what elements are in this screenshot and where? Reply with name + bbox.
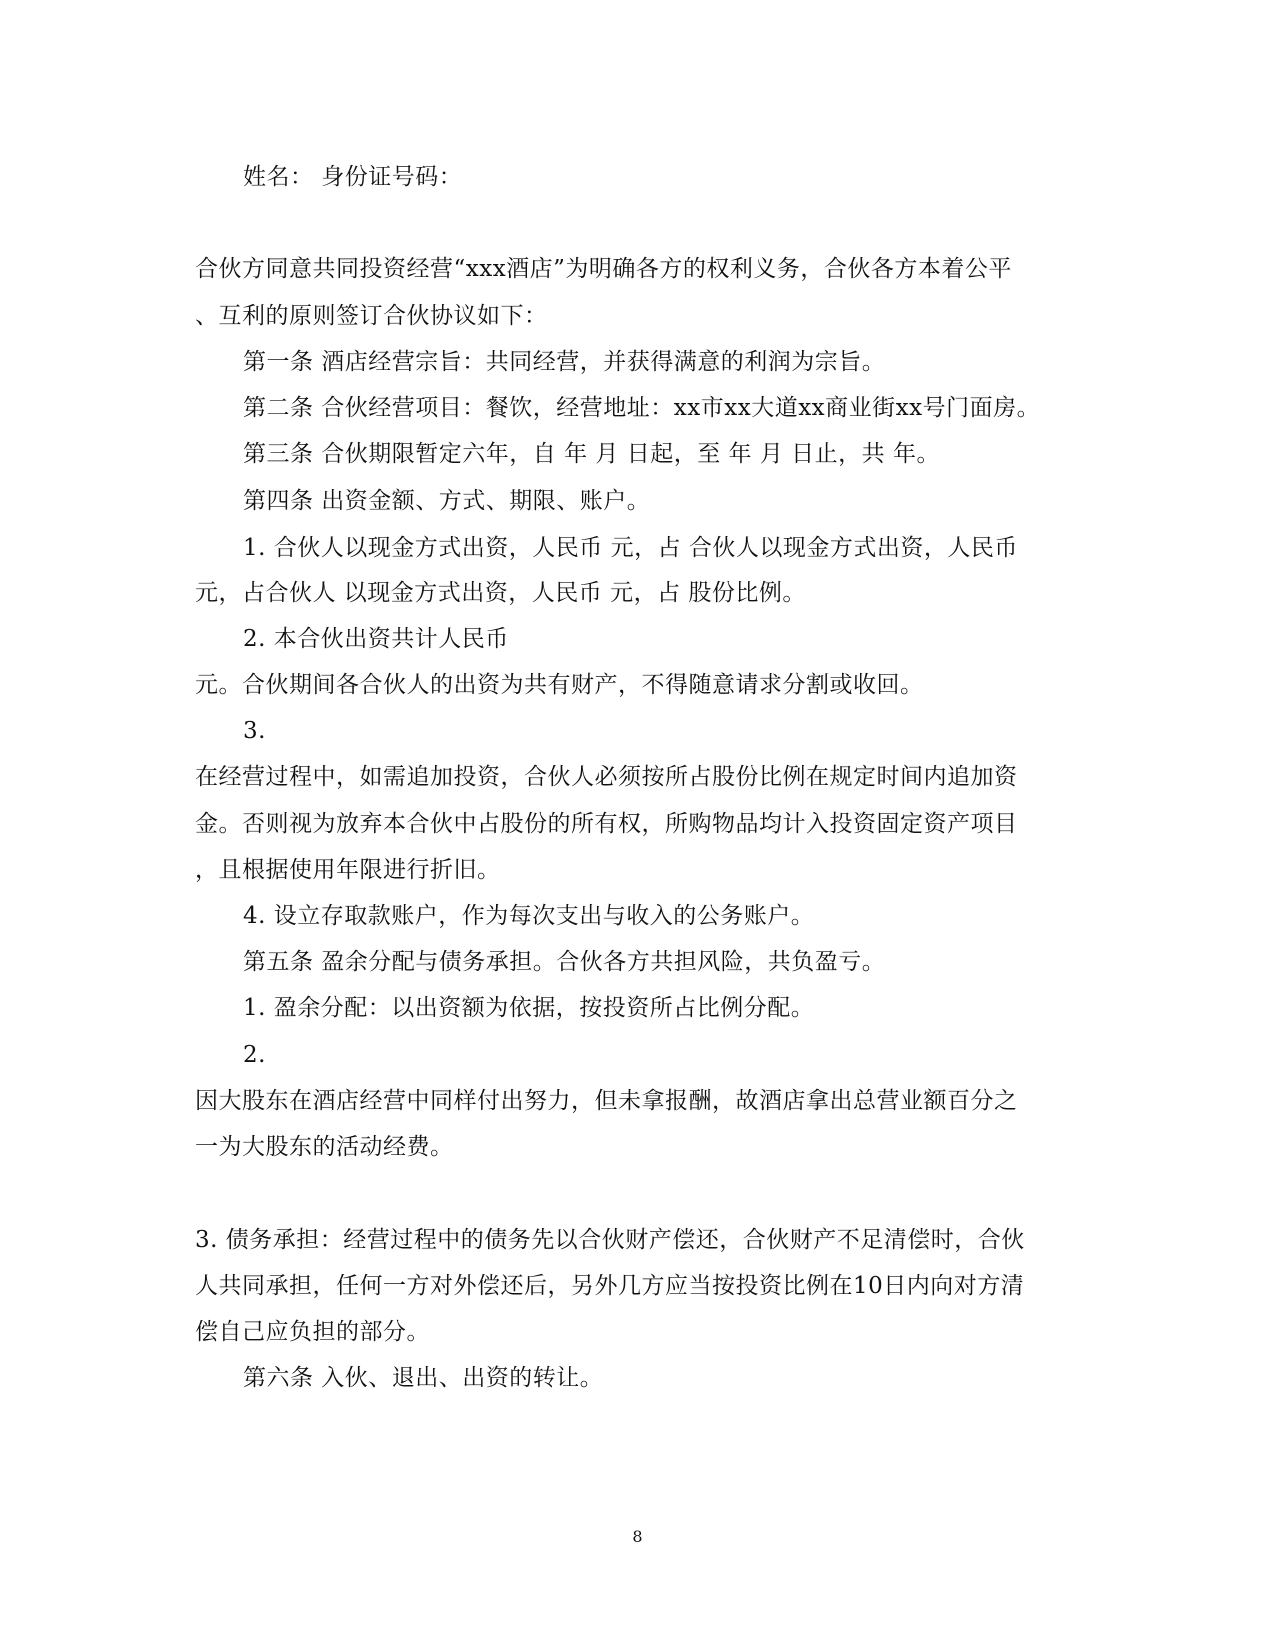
text-line: 第一条 酒店经营宗旨：共同经营，并获得满意的利润为宗旨。	[243, 349, 886, 375]
text-line: 合伙方同意共同投资经营“xxx酒店”为明确各方的权利义务，合伙各方本着公平	[195, 256, 1012, 282]
text-line: 、互利的原则签订合伙协议如下：	[195, 303, 548, 329]
text-line: 因大股东在酒店经营中同样付出努力，但未拿报酬，故酒店拿出总营业额百分之	[195, 1088, 1018, 1114]
text-line: 第六条 入伙、退出、出资的转让。	[243, 1365, 604, 1391]
text-line: 第五条 盈余分配与债务承担。合伙各方共担风险，共负盈亏。	[243, 949, 886, 975]
text-line: 1. 合伙人以现金方式出资，人民币 元，占 合伙人以现金方式出资，人民币	[243, 535, 1018, 561]
text-line: ，且根据使用年限进行折旧。	[195, 857, 501, 883]
text-line: 偿自己应负担的部分。	[195, 1319, 430, 1345]
text-line: 一为大股东的活动经费。	[195, 1134, 454, 1160]
text-line: 第二条 合伙经营项目：餐饮，经营地址：xx市xx大道xx商业街xx号门面房。	[243, 395, 1041, 421]
text-line: 2. 本合伙出资共计人民币	[243, 626, 509, 652]
text-line: 金。否则视为放弃本合伙中占股份的所有权，所购物品均计入投资固定资产项目	[195, 811, 1018, 837]
text-line: 1. 盈余分配：以出资额为依据，按投资所占比例分配。	[243, 995, 815, 1021]
text-line: 3.	[243, 718, 266, 744]
text-line: 4. 设立存取款账户，作为每次支出与收入的公务账户。	[243, 903, 815, 929]
text-line: 元。合伙期间各合伙人的出资为共有财产，不得随意请求分割或收回。	[195, 672, 924, 698]
text-line: 第三条 合伙期限暂定六年，自 年 月 日起，至 年 月 日止，共 年。	[243, 441, 940, 467]
text-line: 3. 债务承担：经营过程中的债务先以合伙财产偿还，合伙财产不足清偿时，合伙	[195, 1227, 1025, 1253]
text-line: 姓名： 身份证号码：	[243, 164, 463, 190]
page-number: 8	[632, 1527, 643, 1546]
text-line: 人共同承担，任何一方对外偿还后，另外几方应当按投资比例在10日内向对方清	[195, 1273, 1025, 1299]
text-line: 元，占合伙人 以现金方式出资，人民币 元，占 股份比例。	[195, 580, 806, 606]
text-line: 2.	[243, 1042, 266, 1068]
text-line: 在经营过程中，如需追加投资，合伙人必须按所占股份比例在规定时间内追加资	[195, 764, 1018, 790]
text-line: 第四条 出资金额、方式、期限、账户。	[243, 488, 651, 514]
